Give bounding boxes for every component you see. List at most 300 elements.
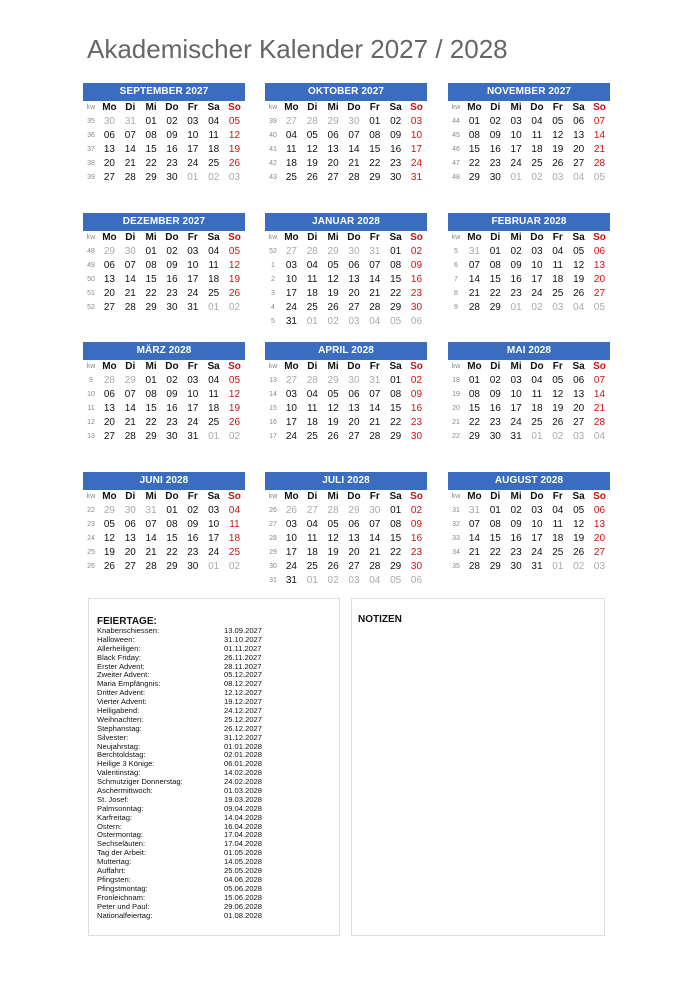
- week-number: 45: [452, 132, 460, 139]
- day-cell: 30: [124, 246, 136, 257]
- day-cell: 22: [468, 417, 480, 428]
- day-cell: 13: [348, 533, 360, 544]
- weekday-header: Do: [530, 102, 544, 113]
- day-cell: 21: [369, 547, 381, 558]
- holiday-name: Pfingstmontag:: [97, 884, 148, 893]
- weekday-header: Fr: [187, 491, 198, 502]
- day-cell: 02: [390, 116, 402, 127]
- holiday-name: Auffahrt:: [97, 867, 126, 876]
- day-cell: 09: [510, 519, 522, 530]
- day-cell: 22: [390, 288, 402, 299]
- day-cell: 11: [307, 533, 318, 544]
- holiday-name: Black Friday:: [97, 653, 141, 662]
- day-cell: 23: [410, 417, 423, 428]
- day-cell: 05: [327, 260, 339, 271]
- day-cell: 07: [369, 519, 381, 530]
- holiday-name: Maria Empfängnis:: [97, 680, 161, 689]
- holiday-date: 09.04.2028: [224, 803, 263, 813]
- holiday-name: Sechseläuten:: [97, 840, 146, 849]
- day-cell: 15: [489, 533, 501, 544]
- day-cell: 09: [166, 389, 178, 400]
- holiday-row: [97, 903, 333, 912]
- holiday-name: Heilige 3 Könige:: [97, 760, 155, 769]
- holiday-date: 14.05.2028: [224, 857, 263, 867]
- day-cell: 19: [552, 144, 564, 155]
- day-cell: 29: [468, 172, 480, 183]
- day-cell: 18: [208, 144, 220, 155]
- weekday-header: Mi: [145, 361, 157, 372]
- day-cell: 26: [573, 288, 585, 299]
- week-number-header: kw: [268, 363, 278, 370]
- day-cell: 29: [489, 302, 501, 313]
- day-cell: 12: [306, 144, 318, 155]
- holidays-title: FEIERTAGE:: [97, 616, 157, 627]
- day-cell: 13: [348, 274, 360, 285]
- day-cell: 29: [124, 375, 136, 386]
- day-cell: 17: [510, 144, 522, 155]
- week-number-header: kw: [451, 104, 461, 111]
- day-cell: 14: [468, 533, 480, 544]
- day-cell: 21: [348, 158, 360, 169]
- day-cell: 04: [552, 246, 564, 257]
- day-cell: 05: [593, 302, 606, 313]
- month-header: FEBRUAR 2028: [448, 213, 610, 231]
- day-cell: 26: [573, 547, 585, 558]
- day-cell: 12: [552, 130, 564, 141]
- day-cell: 02: [510, 505, 522, 516]
- day-cell: 07: [124, 260, 136, 271]
- day-cell: 26: [327, 561, 339, 572]
- holiday-row: [97, 627, 333, 636]
- day-cell: 26: [552, 158, 564, 169]
- day-cell: 01: [531, 431, 543, 442]
- day-cell: 22: [145, 158, 157, 169]
- day-cell: 01: [208, 561, 220, 572]
- day-cell: 21: [468, 547, 480, 558]
- week-number-header: kw: [268, 234, 278, 241]
- week-number-header: kw: [451, 234, 461, 241]
- day-cell: 20: [348, 288, 360, 299]
- day-cell: 30: [348, 116, 360, 127]
- day-cell: 15: [145, 274, 157, 285]
- day-cell: 22: [166, 547, 178, 558]
- weekday-header: Fr: [552, 491, 563, 502]
- day-cell: 11: [208, 130, 219, 141]
- day-cell: 08: [145, 130, 157, 141]
- day-cell: 01: [369, 116, 381, 127]
- day-cell: 31: [124, 116, 136, 127]
- day-cell: 17: [531, 533, 543, 544]
- day-cell: 14: [369, 403, 381, 414]
- holiday-row: [97, 769, 333, 778]
- holiday-row: [97, 840, 333, 849]
- day-cell: 02: [510, 246, 522, 257]
- day-cell: 29: [145, 302, 157, 313]
- month-header: SEPTEMBER 2027: [83, 83, 245, 101]
- day-cell: 02: [531, 302, 543, 313]
- day-cell: 27: [103, 431, 115, 442]
- day-cell: 10: [285, 533, 297, 544]
- day-cell: 30: [348, 375, 360, 386]
- holiday-name: Tag der Arbeit:: [97, 849, 146, 858]
- day-cell: 31: [187, 431, 199, 442]
- day-cell: 11: [208, 260, 219, 271]
- week-number-header: kw: [451, 493, 461, 500]
- month-day-grid: [83, 490, 245, 574]
- holiday-row: [97, 760, 333, 769]
- month-header: DEZEMBER 2027: [83, 213, 245, 231]
- day-cell: 13: [573, 130, 585, 141]
- day-cell: 22: [468, 158, 480, 169]
- day-cell: 15: [390, 533, 402, 544]
- day-cell: 09: [410, 260, 423, 271]
- day-cell: 03: [228, 172, 241, 183]
- day-cell: 23: [510, 547, 522, 558]
- holiday-row: [97, 876, 333, 885]
- weekday-header: Do: [165, 361, 179, 372]
- day-cell: 28: [306, 116, 318, 127]
- weekday-header: Do: [530, 361, 544, 372]
- day-cell: 22: [145, 417, 157, 428]
- week-number: 50: [87, 276, 95, 283]
- holiday-row: [97, 671, 333, 680]
- weekday-header: Sa: [389, 361, 402, 372]
- day-cell: 09: [166, 260, 178, 271]
- day-cell: 10: [531, 260, 543, 271]
- day-cell: 29: [145, 172, 157, 183]
- day-cell: 07: [124, 130, 136, 141]
- week-number: 52: [87, 304, 95, 311]
- day-cell: 30: [166, 172, 178, 183]
- day-cell: 21: [593, 144, 606, 155]
- day-cell: 19: [552, 403, 564, 414]
- weekday-header: Mi: [145, 102, 157, 113]
- week-number: 16: [269, 419, 277, 426]
- day-cell: 25: [531, 417, 543, 428]
- day-cell: 10: [285, 274, 297, 285]
- day-cell: 20: [573, 144, 585, 155]
- weekday-header: Sa: [389, 232, 402, 243]
- day-cell: 13: [103, 403, 115, 414]
- day-cell: 20: [593, 274, 606, 285]
- day-cell: 30: [166, 431, 178, 442]
- day-cell: 14: [145, 533, 157, 544]
- weekday-header: So: [228, 361, 241, 372]
- day-cell: 20: [593, 533, 606, 544]
- day-cell: 08: [166, 519, 178, 530]
- month-header: MÄRZ 2028: [83, 342, 245, 360]
- week-number: 13: [269, 377, 277, 384]
- day-cell: 15: [489, 274, 501, 285]
- holiday-date: 25.12.2027: [224, 714, 263, 724]
- holiday-row: [97, 743, 333, 752]
- day-cell: 14: [124, 274, 136, 285]
- day-cell: 29: [103, 246, 115, 257]
- weekday-header: Fr: [187, 102, 198, 113]
- week-number: 33: [452, 535, 460, 542]
- holiday-date: 19.12.2027: [224, 697, 263, 707]
- day-cell: 06: [593, 246, 606, 257]
- holiday-row: [97, 823, 333, 832]
- day-cell: 27: [593, 288, 606, 299]
- holiday-name: Erster Advent:: [97, 662, 145, 671]
- day-cell: 29: [390, 302, 402, 313]
- day-cell: 05: [103, 519, 115, 530]
- day-cell: 01: [145, 375, 157, 386]
- day-cell: 23: [390, 158, 402, 169]
- day-cell: 21: [145, 547, 157, 558]
- day-cell: 09: [187, 519, 199, 530]
- holiday-date: 31.10.2027: [224, 634, 263, 644]
- weekday-header: Mo: [102, 491, 117, 502]
- holiday-row: [97, 716, 333, 725]
- day-cell: 30: [489, 431, 501, 442]
- day-cell: 06: [593, 505, 606, 516]
- weekday-header: Mo: [467, 102, 482, 113]
- weekday-header: Do: [347, 232, 361, 243]
- day-cell: 21: [124, 417, 136, 428]
- day-cell: 24: [510, 158, 522, 169]
- week-number: 39: [269, 118, 277, 125]
- weekday-header: Mo: [102, 361, 117, 372]
- day-cell: 29: [468, 431, 480, 442]
- day-cell: 15: [369, 144, 381, 155]
- holiday-row: [97, 867, 333, 876]
- day-cell: 26: [228, 158, 241, 169]
- day-cell: 04: [306, 260, 318, 271]
- day-cell: 26: [228, 288, 241, 299]
- day-cell: 25: [306, 561, 318, 572]
- week-number: 3: [271, 290, 275, 297]
- day-cell: 09: [489, 130, 501, 141]
- week-number: 29: [269, 549, 277, 556]
- day-cell: 25: [306, 302, 318, 313]
- weekday-header: Mo: [467, 491, 482, 502]
- day-cell: 26: [327, 431, 339, 442]
- notes-panel[interactable]: [351, 598, 605, 936]
- day-cell: 04: [573, 302, 585, 313]
- day-cell: 01: [390, 375, 402, 386]
- day-cell: 27: [348, 561, 360, 572]
- day-cell: 17: [187, 274, 199, 285]
- holiday-date: 26.11.2027: [224, 652, 262, 662]
- week-number: 52: [269, 248, 277, 255]
- day-cell: 22: [369, 158, 381, 169]
- day-cell: 07: [369, 389, 381, 400]
- weekday-header: Fr: [369, 491, 380, 502]
- week-number: 35: [87, 118, 95, 125]
- weekday-header: Sa: [389, 102, 402, 113]
- day-cell: 19: [228, 403, 241, 414]
- day-cell: 18: [306, 288, 318, 299]
- day-cell: 19: [103, 547, 115, 558]
- week-number: 48: [87, 248, 95, 255]
- day-cell: 14: [124, 144, 136, 155]
- day-cell: 07: [145, 519, 157, 530]
- week-number: 49: [87, 262, 95, 269]
- day-cell: 08: [468, 389, 480, 400]
- day-cell: 03: [187, 246, 199, 257]
- weekday-header: So: [593, 491, 606, 502]
- week-number: 35: [452, 563, 460, 570]
- day-cell: 06: [327, 130, 339, 141]
- weekday-header: Mi: [510, 361, 522, 372]
- month-calendar: [448, 83, 610, 185]
- day-cell: 08: [468, 130, 480, 141]
- day-cell: 27: [573, 417, 585, 428]
- day-cell: 08: [390, 389, 402, 400]
- day-cell: 25: [228, 547, 241, 558]
- day-cell: 03: [573, 431, 585, 442]
- week-number-header: kw: [86, 104, 96, 111]
- holiday-date: 01.08.2028: [224, 910, 263, 920]
- week-number: 2: [271, 276, 275, 283]
- day-cell: 01: [390, 505, 402, 516]
- week-number-header: kw: [86, 363, 96, 370]
- weekday-header: Mi: [327, 361, 339, 372]
- week-number: 48: [452, 174, 460, 181]
- holiday-name: Valentinstag:: [97, 769, 141, 778]
- day-cell: 19: [327, 417, 339, 428]
- day-cell: 31: [468, 246, 480, 257]
- holiday-date: 06.01.2028: [224, 759, 263, 769]
- day-cell: 31: [187, 302, 199, 313]
- day-cell: 13: [103, 144, 115, 155]
- day-cell: 02: [166, 246, 178, 257]
- weekday-header: Mo: [102, 102, 117, 113]
- holiday-name: Berchtoldstag:: [97, 751, 146, 760]
- notes-title: NOTIZEN: [358, 614, 402, 625]
- day-cell: 05: [228, 246, 241, 257]
- day-cell: 20: [103, 288, 115, 299]
- day-cell: 09: [410, 519, 423, 530]
- day-cell: 10: [285, 403, 297, 414]
- month-header: NOVEMBER 2027: [448, 83, 610, 101]
- weekday-header: So: [593, 232, 606, 243]
- holiday-name: Fronleichnam:: [97, 893, 146, 902]
- day-cell: 05: [552, 116, 564, 127]
- holiday-date: 17.04.2028: [224, 839, 263, 849]
- weekday-header: Sa: [572, 361, 585, 372]
- weekday-header: Fr: [369, 102, 380, 113]
- day-cell: 30: [187, 561, 199, 572]
- day-cell: 28: [468, 302, 480, 313]
- day-cell: 29: [348, 505, 360, 516]
- day-cell: 16: [166, 403, 178, 414]
- week-number: 18: [452, 377, 460, 384]
- day-cell: 03: [187, 116, 199, 127]
- holiday-name: Neujahrstag:: [97, 742, 141, 751]
- day-cell: 23: [166, 158, 178, 169]
- weekday-header: Do: [347, 361, 361, 372]
- day-cell: 05: [327, 519, 339, 530]
- day-cell: 01: [306, 575, 318, 586]
- week-number: 47: [452, 160, 460, 167]
- day-cell: 01: [468, 116, 480, 127]
- day-cell: 06: [103, 130, 115, 141]
- day-cell: 23: [166, 288, 178, 299]
- day-cell: 01: [208, 302, 220, 313]
- day-cell: 29: [145, 431, 157, 442]
- day-cell: 16: [410, 533, 423, 544]
- day-cell: 09: [410, 389, 423, 400]
- day-cell: 11: [552, 260, 563, 271]
- day-cell: 02: [187, 505, 199, 516]
- day-cell: 17: [285, 288, 297, 299]
- day-cell: 02: [327, 575, 339, 586]
- day-cell: 02: [228, 431, 241, 442]
- holiday-row: [97, 849, 333, 858]
- week-number: 17: [269, 433, 277, 440]
- holiday-date: 24.02.2028: [224, 777, 263, 787]
- weekday-header: Di: [490, 491, 501, 502]
- weekday-header: Mi: [327, 491, 339, 502]
- holiday-row: [97, 805, 333, 814]
- weekday-header: Mo: [467, 361, 482, 372]
- holiday-name: Dritter Advent:: [97, 689, 146, 698]
- day-cell: 16: [510, 274, 522, 285]
- month-header: MAI 2028: [448, 342, 610, 360]
- week-number-header: kw: [86, 234, 96, 241]
- day-cell: 28: [124, 172, 136, 183]
- week-number: 27: [269, 521, 277, 528]
- day-cell: 24: [285, 431, 297, 442]
- day-cell: 02: [327, 316, 339, 327]
- weekday-header: Mi: [327, 102, 339, 113]
- weekday-header: Mo: [284, 232, 299, 243]
- day-cell: 10: [510, 130, 522, 141]
- day-cell: 25: [208, 417, 220, 428]
- weekday-header: Do: [165, 102, 179, 113]
- day-cell: 17: [410, 144, 423, 155]
- week-number: 20: [452, 405, 460, 412]
- holiday-row: [97, 707, 333, 716]
- day-cell: 28: [327, 505, 339, 516]
- day-cell: 09: [510, 260, 522, 271]
- day-cell: 09: [166, 130, 178, 141]
- day-cell: 10: [187, 389, 199, 400]
- day-cell: 16: [489, 403, 501, 414]
- day-cell: 08: [145, 389, 157, 400]
- week-number: 14: [269, 391, 277, 398]
- day-cell: 15: [166, 533, 178, 544]
- weekday-header: Mo: [102, 232, 117, 243]
- weekday-header: Sa: [207, 102, 220, 113]
- day-cell: 11: [208, 389, 219, 400]
- day-cell: 22: [145, 288, 157, 299]
- month-header: APRIL 2028: [265, 342, 427, 360]
- holiday-row: [97, 734, 333, 743]
- day-cell: 16: [187, 533, 199, 544]
- weekday-header: Fr: [187, 232, 198, 243]
- day-cell: 30: [103, 116, 115, 127]
- day-cell: 04: [369, 575, 381, 586]
- day-cell: 30: [124, 505, 136, 516]
- holiday-name: Weihnachten:: [97, 715, 144, 724]
- weekday-header: Mi: [510, 102, 522, 113]
- week-number: 19: [452, 391, 460, 398]
- holiday-name: Aschermittwoch:: [97, 787, 153, 796]
- day-cell: 03: [410, 116, 423, 127]
- day-cell: 19: [306, 158, 318, 169]
- day-cell: 25: [552, 288, 564, 299]
- day-cell: 15: [145, 144, 157, 155]
- day-cell: 01: [306, 316, 318, 327]
- weekday-header: So: [593, 102, 606, 113]
- holiday-date: 02.01.2028: [224, 750, 263, 760]
- holiday-name: Silvester:: [97, 733, 129, 742]
- day-cell: 20: [327, 158, 339, 169]
